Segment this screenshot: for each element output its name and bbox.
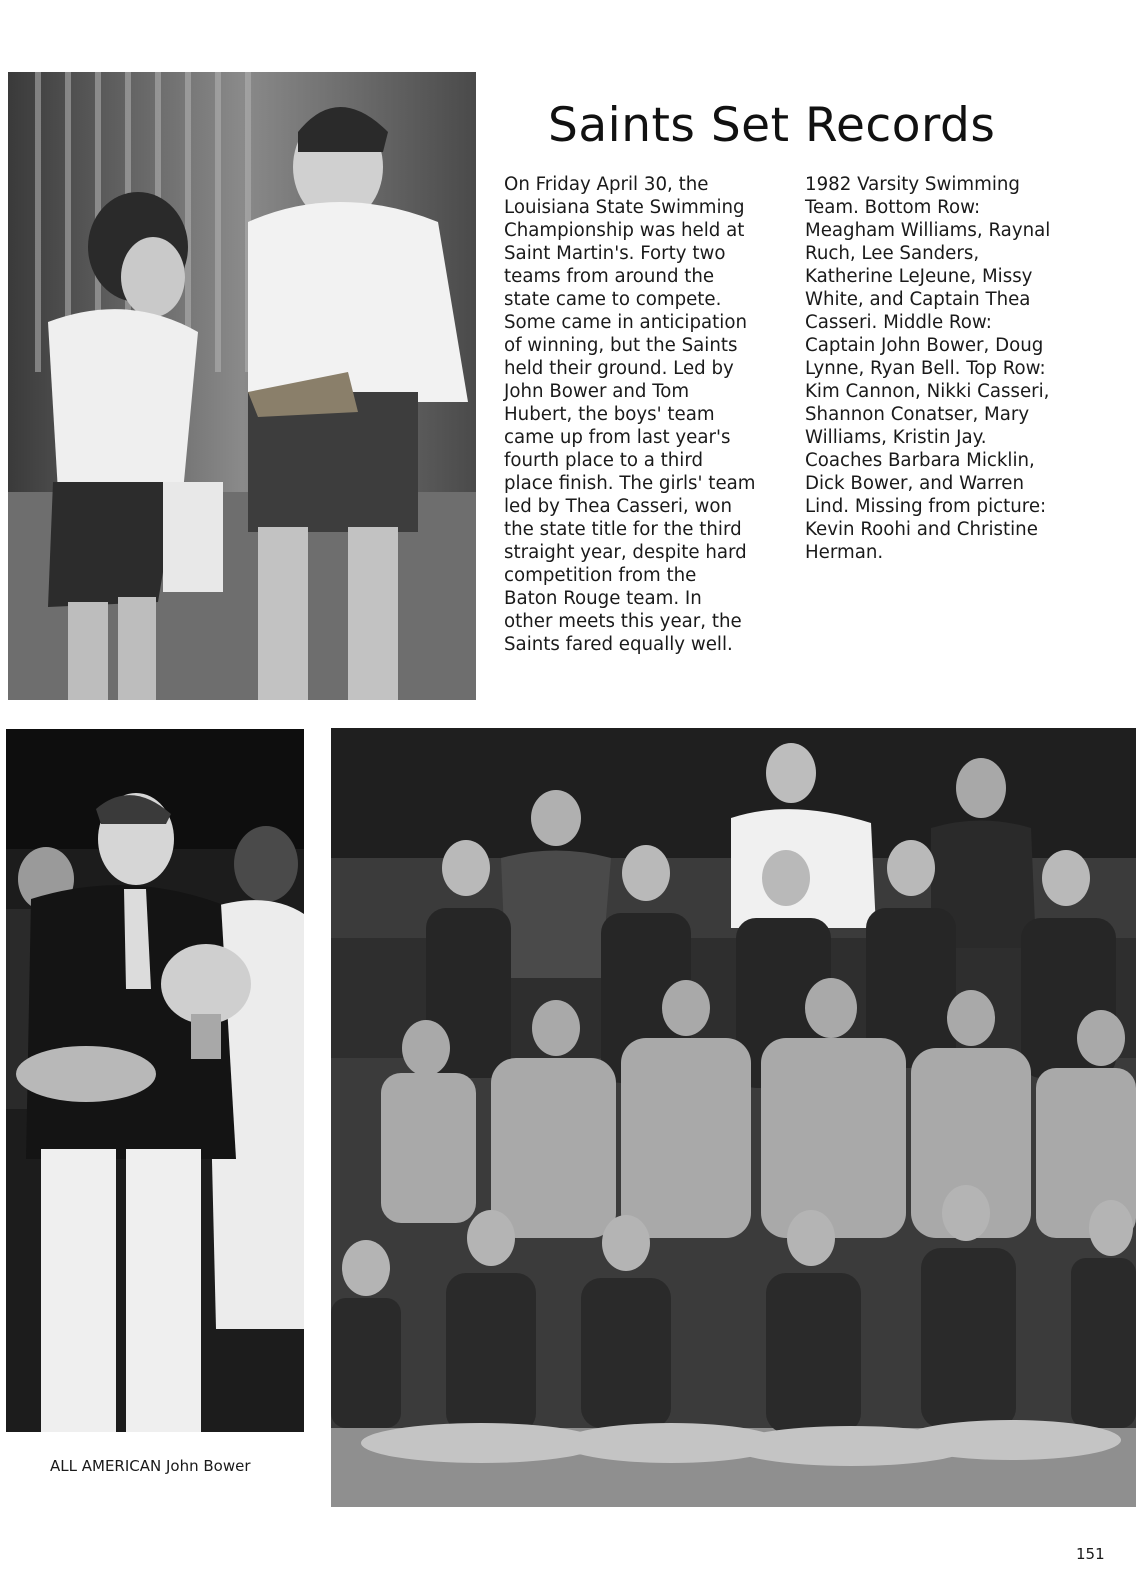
story-line: place finish. The girls' team bbox=[504, 473, 756, 494]
roster-line: Lynne, Ryan Bell. Top Row: bbox=[805, 358, 1046, 379]
roster-line: Coaches Barbara Micklin, bbox=[805, 450, 1035, 471]
roster-line: Lind. Missing from picture: bbox=[805, 496, 1047, 517]
story-line: Louisiana State Swimming bbox=[504, 197, 745, 218]
photo-coaches-icon bbox=[8, 72, 476, 700]
roster-line: Team. Bottom Row: bbox=[805, 197, 981, 218]
roster-line: Shannon Conatser, Mary bbox=[805, 404, 1030, 425]
roster-line: White, and Captain Thea bbox=[805, 289, 1031, 310]
roster-line: Casseri. Middle Row: bbox=[805, 312, 992, 333]
roster-line: Herman. bbox=[805, 542, 884, 563]
story-line: Saints fared equally well. bbox=[504, 634, 733, 655]
roster-line: Ruch, Lee Sanders, bbox=[805, 243, 980, 264]
story-line: the state title for the third bbox=[504, 519, 742, 540]
photo-team bbox=[331, 728, 1136, 1507]
roster-line: Meagham Williams, Raynal bbox=[805, 220, 1051, 241]
story-line: Baton Rouge team. In bbox=[504, 588, 702, 609]
roster-line: Katherine LeJeune, Missy bbox=[805, 266, 1033, 287]
story-line: came up from last year's bbox=[504, 427, 731, 448]
page-number: 151 bbox=[1076, 1545, 1105, 1563]
roster-text bbox=[805, 173, 1105, 564]
story-line: state came to compete. bbox=[504, 289, 722, 310]
story-text bbox=[504, 173, 794, 656]
story-line: On Friday April 30, the bbox=[504, 174, 709, 195]
story-line: held their ground. Led by bbox=[504, 358, 734, 379]
photo-all-american bbox=[6, 729, 304, 1432]
roster-line: 1982 Varsity Swimming bbox=[805, 174, 1020, 195]
roster-line: Kevin Roohi and Christine bbox=[805, 519, 1038, 540]
story-line: of winning, but the Saints bbox=[504, 335, 738, 356]
story-line: led by Thea Casseri, won bbox=[504, 496, 733, 517]
story-line: straight year, despite hard bbox=[504, 542, 747, 563]
story-line: Championship was held at bbox=[504, 220, 745, 241]
photo-coaches bbox=[8, 72, 476, 700]
story-line: fourth place to a third bbox=[504, 450, 704, 471]
roster-line: Williams, Kristin Jay. bbox=[805, 427, 987, 448]
story-line: Saint Martin's. Forty two bbox=[504, 243, 726, 264]
story-line: Hubert, the boys' team bbox=[504, 404, 715, 425]
story-line: other meets this year, the bbox=[504, 611, 742, 632]
photo-team-icon bbox=[331, 728, 1136, 1507]
roster-line: Captain John Bower, Doug bbox=[805, 335, 1044, 356]
page-title: Saints Set Records bbox=[548, 98, 996, 153]
roster-line: Dick Bower, and Warren bbox=[805, 473, 1024, 494]
story-line: competition from the bbox=[504, 565, 697, 586]
story-line: John Bower and Tom bbox=[504, 381, 690, 402]
story-line: Some came in anticipation bbox=[504, 312, 747, 333]
story-line: teams from around the bbox=[504, 266, 715, 287]
photo-caption: ALL AMERICAN John Bower bbox=[50, 1457, 251, 1475]
photo-trophy-icon bbox=[6, 729, 304, 1432]
roster-line: Kim Cannon, Nikki Casseri, bbox=[805, 381, 1050, 402]
